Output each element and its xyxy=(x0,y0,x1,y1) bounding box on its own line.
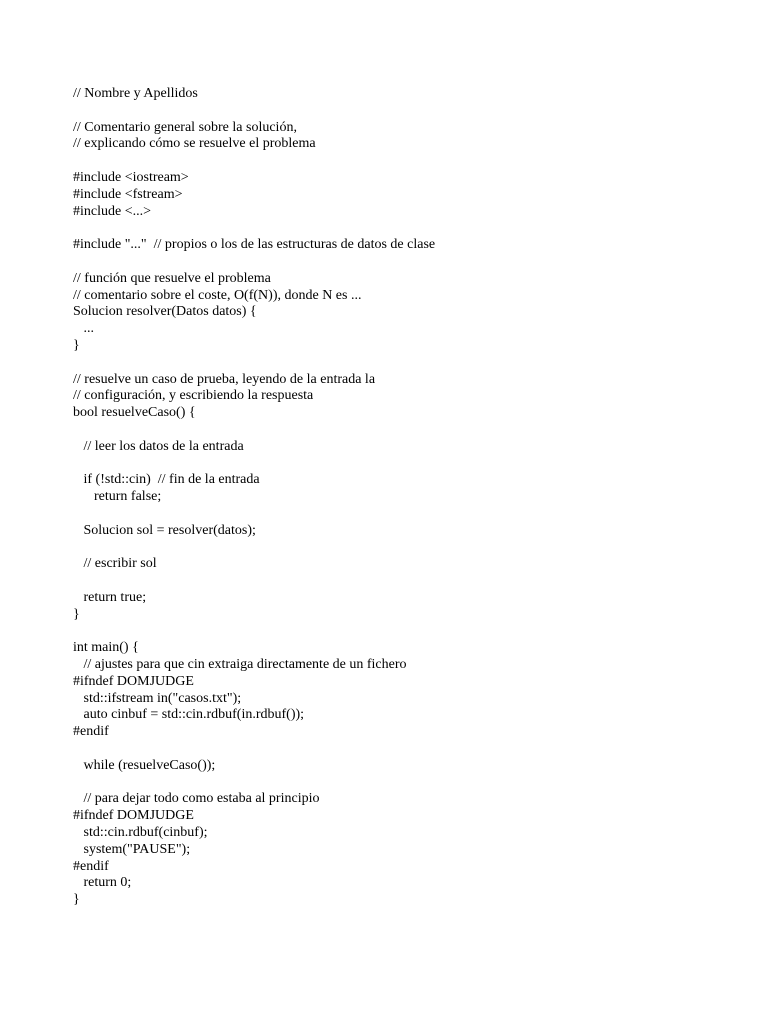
code-line: auto cinbuf = std::cin.rdbuf(in.rdbuf()); xyxy=(73,707,305,723)
blank-line xyxy=(73,254,435,271)
code-line: #include <iostream> xyxy=(73,169,189,185)
code-line: // función que resuelve el problema xyxy=(73,270,271,286)
code-line: // para dejar todo como estaba al principio xyxy=(73,791,320,807)
code-line: #endif xyxy=(73,858,109,874)
code-line: bool resuelveCaso() { xyxy=(73,405,196,421)
code-line: Solucion resolver(Datos datos) { xyxy=(73,304,257,320)
code-line: } xyxy=(73,606,80,622)
code-line: Solucion sol = resolver(datos); xyxy=(73,522,256,538)
code-line: // leer los datos de la entrada xyxy=(73,438,244,454)
code-listing xyxy=(73,86,435,909)
blank-line xyxy=(73,540,435,557)
code-line: return false; xyxy=(73,489,162,505)
code-line: // resuelve un caso de prueba, leyendo de la entrada la xyxy=(73,371,376,387)
code-line: #include "..." // propios o los de las estructuras de datos de clase xyxy=(73,237,436,253)
code-line: // configuración, y escribiendo la respuesta xyxy=(73,388,314,404)
code-line: std::ifstream in("casos.txt"); xyxy=(73,690,242,706)
code-line: #ifndef DOMJUDGE xyxy=(73,808,194,824)
blank-line xyxy=(73,456,435,473)
code-line: return true; xyxy=(73,589,147,605)
code-line: #endif xyxy=(73,724,109,740)
code-line: // escribir sol xyxy=(73,556,157,572)
code-line: ... xyxy=(73,321,94,337)
code-line: // Nombre y Apellidos xyxy=(73,86,198,101)
blank-line xyxy=(73,422,435,439)
code-line: system("PAUSE"); xyxy=(73,841,191,857)
code-line: std::cin.rdbuf(cinbuf); xyxy=(73,825,208,841)
blank-line xyxy=(73,355,435,372)
code-line: #include <...> xyxy=(73,203,151,219)
code-line: return 0; xyxy=(73,875,132,891)
blank-line xyxy=(73,506,435,523)
code-line: } xyxy=(73,892,80,908)
blank-line xyxy=(73,741,435,758)
code-line: // ajustes para que cin extraiga directamente de un fichero xyxy=(73,657,407,673)
code-line: // explicando cómo se resuelve el problema xyxy=(73,136,316,152)
code-line: int main() { xyxy=(73,640,139,656)
code-line: // comentario sobre el coste, O(f(N)), donde N es ... xyxy=(73,287,362,303)
blank-line xyxy=(73,573,435,590)
blank-line xyxy=(73,624,435,641)
blank-line xyxy=(73,220,435,237)
code-line: #include <fstream> xyxy=(73,186,183,202)
code-line: } xyxy=(73,337,80,353)
blank-line xyxy=(73,775,435,792)
code-line: // Comentario general sobre la solución, xyxy=(73,119,297,135)
code-line: if (!std::cin) // fin de la entrada xyxy=(73,472,260,488)
blank-line xyxy=(73,103,435,120)
code-line: #ifndef DOMJUDGE xyxy=(73,673,194,689)
blank-line xyxy=(73,153,435,170)
code-line: while (resuelveCaso()); xyxy=(73,757,216,773)
